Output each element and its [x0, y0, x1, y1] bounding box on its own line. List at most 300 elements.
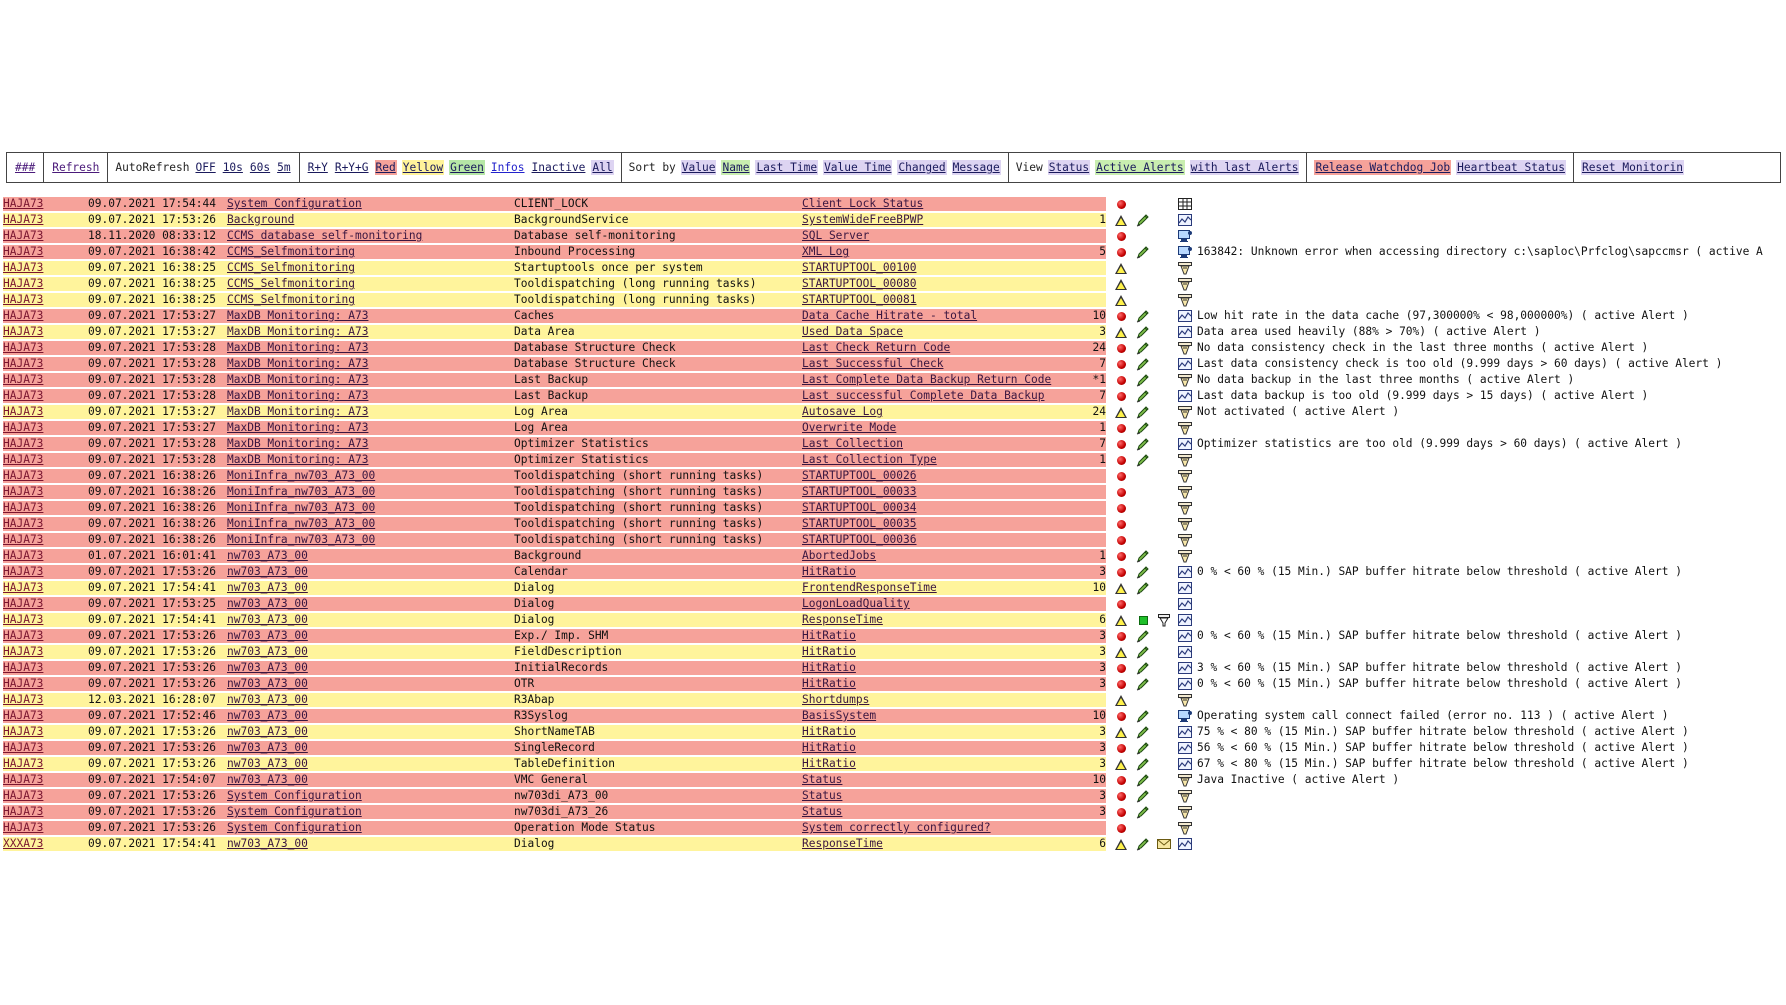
monitor-object-link[interactable]: nw703_A73_00	[227, 581, 308, 594]
chart-icon[interactable]	[1176, 596, 1194, 612]
monitor-icon[interactable]	[1176, 708, 1194, 724]
system-link[interactable]: HAJA73	[3, 773, 44, 786]
sub-object: Dialog	[514, 837, 555, 850]
monitor-object-link[interactable]: MaxDB Monitoring: A73	[227, 325, 369, 338]
monitor-icon[interactable]	[1176, 228, 1194, 244]
tool-icon[interactable]	[1176, 548, 1194, 564]
timestamp: 09.07.2021 17:53:25	[88, 597, 216, 610]
monitor-object-link[interactable]: CCMS_Selfmonitoring	[227, 245, 355, 258]
tool-icon[interactable]	[1176, 804, 1194, 820]
status-warning-icon[interactable]	[1114, 836, 1128, 852]
monitor-object-link[interactable]: nw703_A73_00	[227, 709, 308, 722]
status-red-icon[interactable]	[1114, 244, 1128, 260]
attribute-link[interactable]: STARTUPTOOL_00080	[802, 277, 917, 290]
status-warning-icon[interactable]	[1114, 644, 1128, 660]
attribute-link[interactable]: Last Successful Check	[802, 357, 944, 370]
attribute-link[interactable]: STARTUPTOOL_00026	[802, 469, 917, 482]
status-red-icon[interactable]	[1114, 532, 1128, 548]
attribute-link[interactable]: SQL Server	[802, 229, 870, 242]
chart-icon[interactable]	[1176, 644, 1194, 660]
edit-icon[interactable]	[1134, 724, 1152, 740]
reset-monitoring-button[interactable]: Reset Monitorin	[1581, 161, 1683, 174]
monitor-object-link[interactable]: System Configuration	[227, 805, 362, 818]
system-link[interactable]: HAJA73	[3, 405, 44, 418]
edit-icon[interactable]	[1134, 404, 1152, 420]
timestamp: 09.07.2021 16:38:25	[88, 261, 216, 274]
sub-object: Background	[514, 549, 582, 562]
attribute-link[interactable]: XML Log	[802, 245, 850, 258]
status-red-icon[interactable]	[1114, 596, 1128, 612]
chart-icon[interactable]	[1176, 628, 1194, 644]
system-link[interactable]: HAJA73	[3, 245, 44, 258]
tool-icon[interactable]	[1176, 468, 1194, 484]
attribute-link[interactable]: Overwrite Mode	[802, 421, 897, 434]
status-warning-icon[interactable]	[1114, 212, 1128, 228]
attribute-link[interactable]: STARTUPTOOL_00036	[802, 533, 917, 546]
system-link[interactable]: HAJA73	[3, 533, 44, 546]
chart-icon[interactable]	[1176, 356, 1194, 372]
attribute-link[interactable]: Last Collection Type	[802, 453, 937, 466]
monitor-object-link[interactable]: CCMS_Selfmonitoring	[227, 277, 355, 290]
monitor-object-link[interactable]: nw703_A73_00	[227, 661, 308, 674]
monitor-object-link[interactable]: System Configuration	[227, 197, 362, 210]
system-link[interactable]: HAJA73	[3, 357, 44, 370]
status-warning-icon[interactable]	[1114, 612, 1128, 628]
attribute-link[interactable]: BasisSystem	[802, 709, 877, 722]
alert-value: 3	[1099, 805, 1106, 818]
edit-icon[interactable]	[1134, 756, 1152, 772]
status-warning-icon[interactable]	[1114, 724, 1128, 740]
attribute-link[interactable]: HitRatio	[802, 741, 856, 754]
attribute-link[interactable]: Last Collection	[802, 437, 904, 450]
attribute-link[interactable]: AbortedJobs	[802, 549, 877, 562]
chart-icon[interactable]	[1176, 836, 1194, 852]
attribute-link[interactable]: SystemWideFreeBPWP	[802, 213, 924, 226]
table-row	[3, 548, 1786, 564]
monitor-icon[interactable]	[1176, 244, 1194, 260]
edit-icon[interactable]	[1134, 788, 1152, 804]
system-link[interactable]: HAJA73	[3, 213, 44, 226]
edit-icon[interactable]	[1134, 708, 1152, 724]
alert-message: Not activated ( active Alert )	[1197, 405, 1400, 418]
system-link[interactable]: HAJA73	[3, 341, 44, 354]
system-link[interactable]: HAJA73	[3, 469, 44, 482]
system-link[interactable]: XXXA73	[3, 837, 44, 850]
system-link[interactable]: HAJA73	[3, 613, 44, 626]
status-red-icon[interactable]	[1114, 484, 1128, 500]
edit-icon[interactable]	[1134, 324, 1152, 340]
autorefresh-60s-button[interactable]: 60s	[249, 161, 271, 174]
system-link[interactable]: HAJA73	[3, 597, 44, 610]
system-link[interactable]: HAJA73	[3, 293, 44, 306]
attribute-link[interactable]: System correctly configured?	[802, 821, 991, 834]
chart-icon[interactable]	[1176, 740, 1194, 756]
timestamp: 09.07.2021 17:53:26	[88, 725, 216, 738]
edit-icon[interactable]	[1134, 644, 1152, 660]
alert-value: 10	[1092, 581, 1106, 594]
attribute-link[interactable]: STARTUPTOOL_00081	[802, 293, 917, 306]
edit-icon[interactable]	[1134, 436, 1152, 452]
timestamp: 09.07.2021 16:38:42	[88, 245, 216, 258]
release-watchdog-button[interactable]: Release Watchdog Job	[1315, 161, 1451, 174]
tool-icon[interactable]	[1176, 404, 1194, 420]
table-row	[3, 292, 1786, 308]
tool-icon[interactable]	[1176, 484, 1194, 500]
attribute-link[interactable]: ResponseTime	[802, 613, 883, 626]
edit-icon[interactable]	[1134, 740, 1152, 756]
tool-icon[interactable]	[1176, 276, 1194, 292]
monitor-object-link[interactable]: nw703_A73_00	[227, 613, 308, 626]
status-warning-icon[interactable]	[1114, 276, 1128, 292]
view-status-button[interactable]: Status	[1048, 161, 1090, 174]
tool-icon[interactable]	[1176, 516, 1194, 532]
tool-icon[interactable]	[1176, 820, 1194, 836]
edit-icon[interactable]	[1134, 356, 1152, 372]
edit-icon[interactable]	[1134, 212, 1152, 228]
status-red-icon[interactable]	[1114, 388, 1128, 404]
attribute-link[interactable]: Last Complete Data Backup Return Code	[802, 373, 1052, 386]
tool-icon[interactable]	[1176, 692, 1194, 708]
monitor-object-link[interactable]: nw703_A73_00	[227, 645, 308, 658]
status-red-icon[interactable]	[1114, 660, 1128, 676]
chart-icon[interactable]	[1176, 612, 1194, 628]
alert-table	[3, 196, 1786, 852]
status-red-icon[interactable]	[1114, 628, 1128, 644]
alert-value: 3	[1099, 629, 1106, 642]
attribute-link[interactable]: Autosave Log	[802, 405, 883, 418]
chart-icon[interactable]	[1176, 564, 1194, 580]
timestamp: 09.07.2021 17:53:26	[88, 805, 216, 818]
filter-yellow-button[interactable]: Yellow	[402, 161, 444, 174]
sort-value-button[interactable]: Value	[681, 161, 716, 174]
sort-last-time-button[interactable]: Last Time	[756, 161, 818, 174]
status-red-icon[interactable]	[1114, 740, 1128, 756]
attribute-link[interactable]: Status	[802, 773, 843, 786]
autorefresh-off-button[interactable]: OFF	[195, 161, 216, 174]
tool-icon[interactable]	[1176, 260, 1194, 276]
system-link[interactable]: HAJA73	[3, 389, 44, 402]
status-warning-icon[interactable]	[1114, 260, 1128, 276]
system-link[interactable]: HAJA73	[3, 373, 44, 386]
attribute-link[interactable]: Shortdumps	[802, 693, 870, 706]
system-link[interactable]: HAJA73	[3, 309, 44, 322]
monitor-object-link[interactable]: MoniInfra_nw703_A73_00	[227, 469, 376, 482]
edit-icon[interactable]	[1134, 420, 1152, 436]
monitor-object-link[interactable]: nw703_A73_00	[227, 725, 308, 738]
chart-icon[interactable]	[1176, 324, 1194, 340]
monitor-object-link[interactable]: MaxDB Monitoring: A73	[227, 309, 369, 322]
system-link[interactable]: HAJA73	[3, 645, 44, 658]
mail-icon[interactable]	[1156, 836, 1172, 852]
system-link[interactable]: HAJA73	[3, 549, 44, 562]
monitor-object-link[interactable]: CCMS_Selfmonitoring	[227, 293, 355, 306]
system-link[interactable]: HAJA73	[3, 789, 44, 802]
system-link[interactable]: HAJA73	[3, 565, 44, 578]
attribute-link[interactable]: FrontendResponseTime	[802, 581, 937, 594]
filter-infos-button[interactable]: Infos	[490, 161, 525, 174]
chart-icon[interactable]	[1176, 212, 1194, 228]
status-red-icon[interactable]	[1114, 564, 1128, 580]
table-icon[interactable]	[1176, 196, 1194, 212]
tool-icon[interactable]	[1176, 292, 1194, 308]
chart-icon[interactable]	[1176, 756, 1194, 772]
sort-name-button[interactable]: Name	[722, 161, 750, 174]
system-link[interactable]: HAJA73	[3, 581, 44, 594]
sort-value-time-button[interactable]: Value Time	[824, 161, 892, 174]
status-red-icon[interactable]	[1114, 196, 1128, 212]
status-red-icon[interactable]	[1114, 420, 1128, 436]
system-link[interactable]: HAJA73	[3, 501, 44, 514]
monitor-object-link[interactable]: nw703_A73_00	[227, 629, 308, 642]
system-link[interactable]: HAJA73	[3, 693, 44, 706]
system-link[interactable]: HAJA73	[3, 485, 44, 498]
status-warning-icon[interactable]	[1114, 580, 1128, 596]
status-green-icon[interactable]	[1134, 612, 1152, 628]
edit-icon[interactable]	[1134, 628, 1152, 644]
status-warning-icon[interactable]	[1114, 756, 1128, 772]
system-link[interactable]: HAJA73	[3, 805, 44, 818]
table-row	[3, 340, 1786, 356]
attribute-link[interactable]: Last Check Return Code	[802, 341, 951, 354]
status-red-icon[interactable]	[1114, 772, 1128, 788]
tool-icon[interactable]	[1176, 340, 1194, 356]
monitor-object-link[interactable]: MoniInfra_nw703_A73_00	[227, 533, 376, 546]
heartbeat-status-button[interactable]: Heartbeat Status	[1457, 161, 1565, 174]
attribute-link[interactable]: LogonLoadQuality	[802, 597, 910, 610]
table-row	[3, 660, 1786, 676]
monitor-object-link[interactable]: MaxDB Monitoring: A73	[227, 421, 369, 434]
sub-object: VMC General	[514, 773, 589, 786]
attribute-link[interactable]: HitRatio	[802, 645, 856, 658]
attribute-link[interactable]: Client Lock Status	[802, 197, 924, 210]
monitor-object-link[interactable]: MaxDB Monitoring: A73	[227, 437, 369, 450]
system-link[interactable]: HAJA73	[3, 629, 44, 642]
attribute-link[interactable]: HitRatio	[802, 757, 856, 770]
attribute-link[interactable]: HitRatio	[802, 677, 856, 690]
filter-ryg-button[interactable]: R+Y+G	[334, 161, 369, 174]
tool-icon[interactable]	[1176, 788, 1194, 804]
refresh-button[interactable]: Refresh	[52, 161, 100, 174]
system-link[interactable]: HAJA73	[3, 741, 44, 754]
timestamp: 09.07.2021 17:54:41	[88, 837, 216, 850]
filter-ry-button[interactable]: R+Y	[307, 161, 328, 174]
tool-icon[interactable]	[1176, 420, 1194, 436]
tool-icon[interactable]	[1176, 532, 1194, 548]
autorefresh-10s-button[interactable]: 10s	[222, 161, 243, 174]
system-link[interactable]: HAJA73	[3, 757, 44, 770]
monitor-object-link[interactable]: nw703_A73_00	[227, 837, 308, 850]
sub-object: Data Area	[514, 325, 575, 338]
status-red-icon[interactable]	[1114, 340, 1128, 356]
edit-icon[interactable]	[1134, 772, 1152, 788]
system-link[interactable]: HAJA73	[3, 325, 44, 338]
table-row	[3, 500, 1786, 516]
table-row	[3, 212, 1786, 228]
chart-icon[interactable]	[1176, 676, 1194, 692]
filter-icon[interactable]	[1156, 612, 1172, 628]
filter-inactive-button[interactable]: Inactive	[531, 161, 586, 174]
attribute-link[interactable]: HitRatio	[802, 565, 856, 578]
chart-icon[interactable]	[1176, 388, 1194, 404]
system-link[interactable]: HAJA73	[3, 709, 44, 722]
sort-message-button[interactable]: Message	[952, 161, 1000, 174]
tool-icon[interactable]	[1176, 452, 1194, 468]
chart-icon[interactable]	[1176, 660, 1194, 676]
timestamp: 12.03.2021 16:28:07	[88, 693, 216, 706]
timestamp: 09.07.2021 17:53:26	[88, 789, 216, 802]
status-red-icon[interactable]	[1114, 804, 1128, 820]
attribute-link[interactable]: STARTUPTOOL_00035	[802, 517, 917, 530]
system-link[interactable]: HAJA73	[3, 437, 44, 450]
tool-icon[interactable]	[1176, 372, 1194, 388]
edit-icon[interactable]	[1134, 340, 1152, 356]
alert-message: Last data consistency check is too old (9.999 days > 60 days) ( active Alert )	[1197, 357, 1723, 370]
attribute-link[interactable]: Last successful Complete Data Backup	[802, 389, 1045, 402]
status-red-icon[interactable]	[1114, 708, 1128, 724]
alert-message: 67 % < 80 % (15 Min.) SAP buffer hitrate below threshold ( active Alert )	[1197, 757, 1689, 770]
timestamp: 09.07.2021 16:38:25	[88, 277, 216, 290]
status-red-icon[interactable]	[1114, 452, 1128, 468]
system-link[interactable]: HAJA73	[3, 261, 44, 274]
monitor-object-link[interactable]: CCMS_Selfmonitoring	[227, 261, 355, 274]
chart-icon[interactable]	[1176, 308, 1194, 324]
status-red-icon[interactable]	[1114, 788, 1128, 804]
edit-icon[interactable]	[1134, 372, 1152, 388]
monitor-object-link[interactable]: MaxDB Monitoring: A73	[227, 389, 369, 402]
system-link[interactable]: HAJA73	[3, 661, 44, 674]
attribute-link[interactable]: STARTUPTOOL_00100	[802, 261, 917, 274]
system-link[interactable]: HAJA73	[3, 229, 44, 242]
edit-icon[interactable]	[1134, 676, 1152, 692]
monitor-object-link[interactable]: MaxDB Monitoring: A73	[227, 357, 369, 370]
attribute-link[interactable]: Data Cache Hitrate - total	[802, 309, 978, 322]
alert-value: 3	[1099, 741, 1106, 754]
edit-icon[interactable]	[1134, 388, 1152, 404]
attribute-link[interactable]: Status	[802, 789, 843, 802]
edit-icon[interactable]	[1134, 308, 1152, 324]
timestamp: 09.07.2021 17:53:28	[88, 389, 216, 402]
attribute-link[interactable]: Used Data Space	[802, 325, 904, 338]
monitor-object-link[interactable]: MaxDB Monitoring: A73	[227, 341, 369, 354]
status-red-icon[interactable]	[1114, 372, 1128, 388]
edit-icon[interactable]	[1134, 660, 1152, 676]
monitor-object-link[interactable]: CCMS database self-monitoring	[227, 229, 423, 242]
autorefresh-5m-button[interactable]: 5m	[277, 161, 291, 174]
system-link[interactable]: HAJA73	[3, 677, 44, 690]
edit-icon[interactable]	[1134, 564, 1152, 580]
monitor-object-link[interactable]: MaxDB Monitoring: A73	[227, 373, 369, 386]
filter-red-button[interactable]: Red	[375, 161, 396, 174]
system-link[interactable]: HAJA73	[3, 277, 44, 290]
alert-message: 163842: Unknown error when accessing directory c:\saploc\Prfclog\sapccmsr ( active A	[1197, 245, 1763, 258]
monitor-object-link[interactable]: MoniInfra_nw703_A73_00	[227, 517, 376, 530]
system-link[interactable]: HAJA73	[3, 821, 44, 834]
edit-icon[interactable]	[1134, 452, 1152, 468]
attribute-link[interactable]: Status	[802, 805, 843, 818]
table-row	[3, 756, 1786, 772]
monitor-object-link[interactable]: Background	[227, 213, 295, 226]
status-warning-icon[interactable]	[1114, 292, 1128, 308]
filter-green-button[interactable]: Green	[450, 161, 484, 174]
attribute-link[interactable]: HitRatio	[802, 661, 856, 674]
monitor-object-link[interactable]: nw703_A73_00	[227, 741, 308, 754]
monitor-object-link[interactable]: MoniInfra_nw703_A73_00	[227, 501, 376, 514]
attribute-link[interactable]: STARTUPTOOL_00033	[802, 485, 917, 498]
edit-icon[interactable]	[1134, 580, 1152, 596]
status-red-icon[interactable]	[1114, 228, 1128, 244]
monitor-object-link[interactable]: nw703_A73_00	[227, 677, 308, 690]
sub-object: nw703di_A73_26	[514, 805, 609, 818]
edit-icon[interactable]	[1134, 244, 1152, 260]
tool-icon[interactable]	[1176, 772, 1194, 788]
status-warning-icon[interactable]	[1114, 404, 1128, 420]
system-link[interactable]: HAJA73	[3, 517, 44, 530]
monitor-object-link[interactable]: nw703_A73_00	[227, 773, 308, 786]
attribute-link[interactable]: STARTUPTOOL_00034	[802, 501, 917, 514]
status-red-icon[interactable]	[1114, 436, 1128, 452]
status-red-icon[interactable]	[1114, 516, 1128, 532]
attribute-link[interactable]: HitRatio	[802, 629, 856, 642]
edit-icon[interactable]	[1134, 836, 1152, 852]
sort-changed-button[interactable]: Changed	[898, 161, 946, 174]
status-red-icon[interactable]	[1114, 308, 1128, 324]
status-warning-icon[interactable]	[1114, 324, 1128, 340]
sub-object: Optimizer Statistics	[514, 437, 649, 450]
monitor-object-link[interactable]: System Configuration	[227, 821, 362, 834]
monitor-object-link[interactable]: nw703_A73_00	[227, 565, 308, 578]
status-red-icon[interactable]	[1114, 676, 1128, 692]
view-active-alerts-button[interactable]: Active Alerts	[1096, 161, 1184, 174]
tool-icon[interactable]	[1176, 500, 1194, 516]
table-row	[3, 628, 1786, 644]
sub-object: InitialRecords	[514, 661, 609, 674]
sub-object: Tooldispatching (short running tasks)	[514, 501, 764, 514]
sub-object: R3Syslog	[514, 709, 568, 722]
status-warning-icon[interactable]	[1114, 692, 1128, 708]
attribute-link[interactable]: HitRatio	[802, 725, 856, 738]
monitor-object-link[interactable]: nw703_A73_00	[227, 693, 308, 706]
system-link[interactable]: HAJA73	[3, 197, 44, 210]
chart-icon[interactable]	[1176, 436, 1194, 452]
filter-all-button[interactable]: All	[592, 161, 613, 174]
system-link[interactable]: HAJA73	[3, 421, 44, 434]
monitor-object-link[interactable]: nw703_A73_00	[227, 549, 308, 562]
alert-value: 6	[1099, 837, 1106, 850]
system-link[interactable]: HAJA73	[3, 453, 44, 466]
attribute-link[interactable]: ResponseTime	[802, 837, 883, 850]
chart-icon[interactable]	[1176, 724, 1194, 740]
status-red-icon[interactable]	[1114, 548, 1128, 564]
monitor-object-link[interactable]: nw703_A73_00	[227, 597, 308, 610]
status-red-icon[interactable]	[1114, 468, 1128, 484]
status-red-icon[interactable]	[1114, 500, 1128, 516]
hash-link[interactable]: ###	[15, 161, 36, 174]
alert-value: 10	[1092, 709, 1106, 722]
monitor-object-link[interactable]: MaxDB Monitoring: A73	[227, 453, 369, 466]
status-red-icon[interactable]	[1114, 820, 1128, 836]
monitor-object-link[interactable]: nw703_A73_00	[227, 757, 308, 770]
system-link[interactable]: HAJA73	[3, 725, 44, 738]
view-last-alerts-button[interactable]: with last Alerts	[1190, 161, 1299, 174]
edit-icon[interactable]	[1134, 804, 1152, 820]
monitor-object-link[interactable]: System Configuration	[227, 789, 362, 802]
table-row	[3, 804, 1786, 820]
chart-icon[interactable]	[1176, 580, 1194, 596]
monitor-object-link[interactable]: MaxDB Monitoring: A73	[227, 405, 369, 418]
monitor-object-link[interactable]: MoniInfra_nw703_A73_00	[227, 485, 376, 498]
status-red-icon[interactable]	[1114, 356, 1128, 372]
edit-icon[interactable]	[1134, 548, 1152, 564]
